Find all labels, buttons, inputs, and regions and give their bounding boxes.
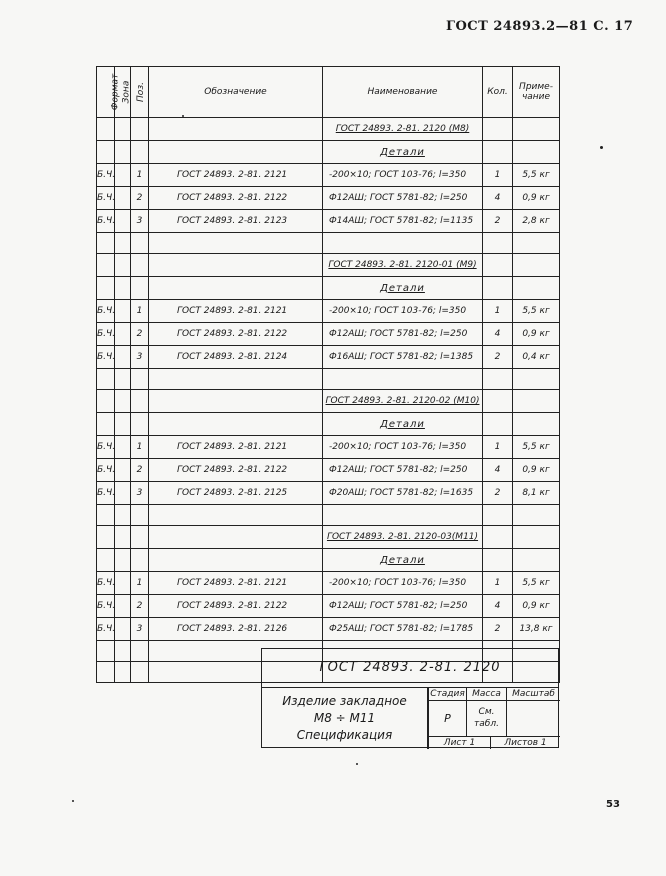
stamp-sheets: Листов 1 <box>490 737 560 749</box>
qty-cell: 1 <box>483 436 513 459</box>
empty-cell <box>131 662 149 683</box>
qty-cell: 4 <box>483 187 513 210</box>
group-title: ГОСТ 24893. 2-81. 2120-03(М11) <box>326 532 479 542</box>
col-note-header: Приме- чание <box>513 67 560 118</box>
empty-cell <box>149 118 323 141</box>
name-cell: Ф12АШ; ГОСТ 5781-82; l=250 <box>323 187 483 210</box>
table-row <box>97 187 560 210</box>
stamp-scale-label: Масштаб <box>506 687 560 701</box>
zone-cell <box>115 618 131 641</box>
empty-cell <box>97 141 115 164</box>
empty-cell <box>97 254 115 277</box>
designation-cell: ГОСТ 24893. 2-81. 2121 <box>149 300 323 323</box>
table-row <box>97 164 560 187</box>
note-cell: 2,8 кг <box>513 210 560 233</box>
zone-cell <box>115 323 131 346</box>
empty-cell <box>513 390 560 413</box>
pos-cell: 3 <box>131 618 149 641</box>
empty-cell <box>483 369 513 390</box>
stamp-mass-value: См. табл. <box>466 701 506 737</box>
empty-cell <box>131 390 149 413</box>
qty-cell: 1 <box>483 572 513 595</box>
empty-cell <box>149 413 323 436</box>
group-title-cell <box>323 254 483 277</box>
name-cell: Ф16АШ; ГОСТ 5781-82; l=1385 <box>323 346 483 369</box>
empty-cell <box>131 505 149 526</box>
group-subtitle: Детали <box>380 418 425 430</box>
empty-cell <box>115 141 131 164</box>
qty-cell: 4 <box>483 459 513 482</box>
empty-cell <box>149 526 323 549</box>
speck-mark <box>182 115 184 117</box>
title-block <box>261 648 559 748</box>
note-cell: 0,9 кг <box>513 187 560 210</box>
empty-cell <box>149 233 323 254</box>
qty-cell: 2 <box>483 210 513 233</box>
group-title-row <box>97 526 560 549</box>
empty-cell <box>513 413 560 436</box>
name-cell: Ф20АШ; ГОСТ 5781-82; l=1635 <box>323 482 483 505</box>
designation-cell: ГОСТ 24893. 2-81. 2121 <box>149 436 323 459</box>
empty-cell <box>97 233 115 254</box>
empty-cell <box>483 505 513 526</box>
empty-cell <box>131 277 149 300</box>
designation-cell: ГОСТ 24893. 2-81. 2122 <box>149 323 323 346</box>
pos-cell: 1 <box>131 300 149 323</box>
name-cell: -200×10; ГОСТ 103-76; l=350 <box>323 164 483 187</box>
format-cell: Б.Ч. <box>97 210 115 233</box>
empty-cell <box>149 505 323 526</box>
table-row <box>97 572 560 595</box>
pos-cell: 3 <box>131 482 149 505</box>
empty-cell <box>115 118 131 141</box>
note-cell: 0,9 кг <box>513 323 560 346</box>
pos-cell: 2 <box>131 187 149 210</box>
pos-cell: 2 <box>131 595 149 618</box>
table-row <box>97 595 560 618</box>
name-cell: Ф12АШ; ГОСТ 5781-82; l=250 <box>323 323 483 346</box>
empty-cell <box>97 549 115 572</box>
empty-cell <box>97 118 115 141</box>
table-row <box>97 323 560 346</box>
empty-cell <box>323 233 483 254</box>
empty-cell <box>97 390 115 413</box>
format-cell: Б.Ч. <box>97 618 115 641</box>
empty-cell <box>513 505 560 526</box>
format-cell: Б.Ч. <box>97 595 115 618</box>
pos-cell: 3 <box>131 346 149 369</box>
speck-mark <box>72 800 74 802</box>
group-title-row <box>97 390 560 413</box>
empty-cell <box>97 505 115 526</box>
group-subtitle-cell <box>323 413 483 436</box>
empty-cell <box>97 662 115 683</box>
empty-cell <box>97 413 115 436</box>
table-row <box>97 459 560 482</box>
table-row <box>97 436 560 459</box>
empty-cell <box>115 390 131 413</box>
group-title: ГОСТ 24893. 2-81. 2120-01 (М9) <box>328 260 477 270</box>
note-cell: 0,9 кг <box>513 459 560 482</box>
pos-cell: 2 <box>131 459 149 482</box>
group-title-row <box>97 118 560 141</box>
format-cell: Б.Ч. <box>97 346 115 369</box>
page-header: ГОСТ 24893.2—81 С. 17 <box>446 19 634 34</box>
blank-row <box>97 505 560 526</box>
zone-cell <box>115 595 131 618</box>
stamp-stage-label: Стадия <box>428 687 466 701</box>
format-cell: Б.Ч. <box>97 572 115 595</box>
empty-cell <box>131 254 149 277</box>
empty-cell <box>131 549 149 572</box>
group-title-row <box>97 254 560 277</box>
pos-cell: 1 <box>131 572 149 595</box>
designation-cell: ГОСТ 24893. 2-81. 2122 <box>149 459 323 482</box>
stamp-stage-value: Р <box>428 701 466 737</box>
format-cell: Б.Ч. <box>97 323 115 346</box>
stamp-mass-label: Масса <box>466 687 506 701</box>
zone-cell <box>115 436 131 459</box>
format-cell: Б.Ч. <box>97 164 115 187</box>
stamp-scale-value <box>506 701 560 737</box>
empty-cell <box>513 118 560 141</box>
designation-cell: ГОСТ 24893. 2-81. 2125 <box>149 482 323 505</box>
format-cell: Б.Ч. <box>97 482 115 505</box>
zone-cell <box>115 482 131 505</box>
empty-cell <box>131 641 149 662</box>
empty-cell <box>115 254 131 277</box>
zone-cell <box>115 459 131 482</box>
designation-cell: ГОСТ 24893. 2-81. 2122 <box>149 595 323 618</box>
empty-cell <box>149 390 323 413</box>
group-subtitle: Детали <box>380 282 425 294</box>
stamp-doc-number: ГОСТ 24893. 2-81. 2120 <box>262 649 558 688</box>
empty-cell <box>513 549 560 572</box>
note-cell: 5,5 кг <box>513 436 560 459</box>
name-cell: -200×10; ГОСТ 103-76; l=350 <box>323 300 483 323</box>
zone-cell <box>115 187 131 210</box>
designation-cell: ГОСТ 24893. 2-81. 2121 <box>149 572 323 595</box>
empty-cell <box>131 141 149 164</box>
qty-cell: 2 <box>483 482 513 505</box>
group-title: ГОСТ 24893. 2-81. 2120 (М8) <box>335 124 470 134</box>
note-cell: 5,5 кг <box>513 164 560 187</box>
pos-cell: 1 <box>131 164 149 187</box>
group-subtitle: Детали <box>380 554 425 566</box>
empty-cell <box>483 277 513 300</box>
empty-cell <box>97 277 115 300</box>
empty-cell <box>513 141 560 164</box>
empty-cell <box>483 141 513 164</box>
designation-cell: ГОСТ 24893. 2-81. 2126 <box>149 618 323 641</box>
zone-cell <box>115 300 131 323</box>
empty-cell <box>97 369 115 390</box>
qty-cell: 4 <box>483 323 513 346</box>
zone-cell <box>115 164 131 187</box>
stamp-sheet: Лист 1 <box>428 737 490 749</box>
empty-cell <box>115 277 131 300</box>
empty-cell <box>149 141 323 164</box>
empty-cell <box>483 549 513 572</box>
qty-cell: 4 <box>483 595 513 618</box>
pos-cell: 3 <box>131 210 149 233</box>
pos-cell: 1 <box>131 436 149 459</box>
group-title-cell <box>323 526 483 549</box>
table-row <box>97 346 560 369</box>
empty-cell <box>483 254 513 277</box>
group-title-cell <box>323 390 483 413</box>
group-subtitle-row <box>97 141 560 164</box>
pos-cell: 2 <box>131 323 149 346</box>
empty-cell <box>115 662 131 683</box>
name-cell: Ф25АШ; ГОСТ 5781-82; l=1785 <box>323 618 483 641</box>
format-cell: Б.Ч. <box>97 436 115 459</box>
empty-cell <box>115 233 131 254</box>
empty-cell <box>513 526 560 549</box>
empty-cell <box>513 254 560 277</box>
empty-cell <box>483 118 513 141</box>
empty-cell <box>115 526 131 549</box>
designation-cell: ГОСТ 24893. 2-81. 2124 <box>149 346 323 369</box>
empty-cell <box>115 369 131 390</box>
group-subtitle-row <box>97 277 560 300</box>
spec-table <box>96 66 560 683</box>
empty-cell <box>149 277 323 300</box>
empty-cell <box>483 233 513 254</box>
qty-cell: 1 <box>483 164 513 187</box>
name-cell: -200×10; ГОСТ 103-76; l=350 <box>323 572 483 595</box>
empty-cell <box>97 641 115 662</box>
group-title: ГОСТ 24893. 2-81. 2120-02 (М10) <box>325 396 480 406</box>
empty-cell <box>513 277 560 300</box>
empty-cell <box>131 526 149 549</box>
name-cell: Ф12АШ; ГОСТ 5781-82; l=250 <box>323 459 483 482</box>
blank-row <box>97 233 560 254</box>
empty-cell <box>115 641 131 662</box>
col-name-header: Наименование <box>323 67 483 118</box>
name-cell: Ф14АШ; ГОСТ 5781-82; l=1135 <box>323 210 483 233</box>
empty-cell <box>483 390 513 413</box>
empty-cell <box>131 233 149 254</box>
group-subtitle-cell <box>323 141 483 164</box>
empty-cell <box>149 549 323 572</box>
speck-mark <box>356 763 358 765</box>
table-row <box>97 300 560 323</box>
empty-cell <box>115 413 131 436</box>
empty-cell <box>483 526 513 549</box>
empty-cell <box>131 369 149 390</box>
empty-cell <box>97 526 115 549</box>
note-cell: 13,8 кг <box>513 618 560 641</box>
note-cell: 5,5 кг <box>513 572 560 595</box>
empty-cell <box>323 505 483 526</box>
note-cell: 8,1 кг <box>513 482 560 505</box>
col-designation-header: Обозначение <box>149 67 323 118</box>
zone-cell <box>115 346 131 369</box>
note-cell: 0,9 кг <box>513 595 560 618</box>
name-cell: Ф12АШ; ГОСТ 5781-82; l=250 <box>323 595 483 618</box>
name-cell: -200×10; ГОСТ 103-76; l=350 <box>323 436 483 459</box>
group-subtitle-cell <box>323 549 483 572</box>
group-title-cell <box>323 118 483 141</box>
group-subtitle-row <box>97 413 560 436</box>
qty-cell: 1 <box>483 300 513 323</box>
empty-cell <box>483 413 513 436</box>
empty-cell <box>115 505 131 526</box>
format-cell: Б.Ч. <box>97 459 115 482</box>
stamp-product-name: Изделие закладное М8 ÷ М11 Спецификация <box>262 687 428 749</box>
group-subtitle-cell <box>323 277 483 300</box>
note-cell: 5,5 кг <box>513 300 560 323</box>
col-qty-header: Кол. <box>483 67 513 118</box>
empty-cell <box>513 233 560 254</box>
empty-cell <box>131 413 149 436</box>
empty-cell <box>323 369 483 390</box>
empty-cell <box>131 118 149 141</box>
table-row <box>97 618 560 641</box>
empty-cell <box>149 369 323 390</box>
table-row <box>97 210 560 233</box>
group-subtitle: Детали <box>380 146 425 158</box>
page-number: 53 <box>606 799 620 810</box>
zone-cell <box>115 210 131 233</box>
format-cell: Б.Ч. <box>97 187 115 210</box>
empty-cell <box>115 549 131 572</box>
format-cell: Б.Ч. <box>97 300 115 323</box>
empty-cell <box>149 254 323 277</box>
qty-cell: 2 <box>483 618 513 641</box>
designation-cell: ГОСТ 24893. 2-81. 2123 <box>149 210 323 233</box>
empty-cell <box>513 369 560 390</box>
zone-cell <box>115 572 131 595</box>
col-pos-header: Поз. <box>131 67 149 118</box>
qty-cell: 2 <box>483 346 513 369</box>
blank-row <box>97 369 560 390</box>
note-cell: 0,4 кг <box>513 346 560 369</box>
designation-cell: ГОСТ 24893. 2-81. 2122 <box>149 187 323 210</box>
group-subtitle-row <box>97 549 560 572</box>
table-header-row <box>97 67 560 118</box>
col-zone-header: Зона <box>115 67 131 118</box>
table-row <box>97 482 560 505</box>
designation-cell: ГОСТ 24893. 2-81. 2121 <box>149 164 323 187</box>
speck-mark <box>600 146 603 149</box>
col-format-header: Формат <box>97 67 115 118</box>
